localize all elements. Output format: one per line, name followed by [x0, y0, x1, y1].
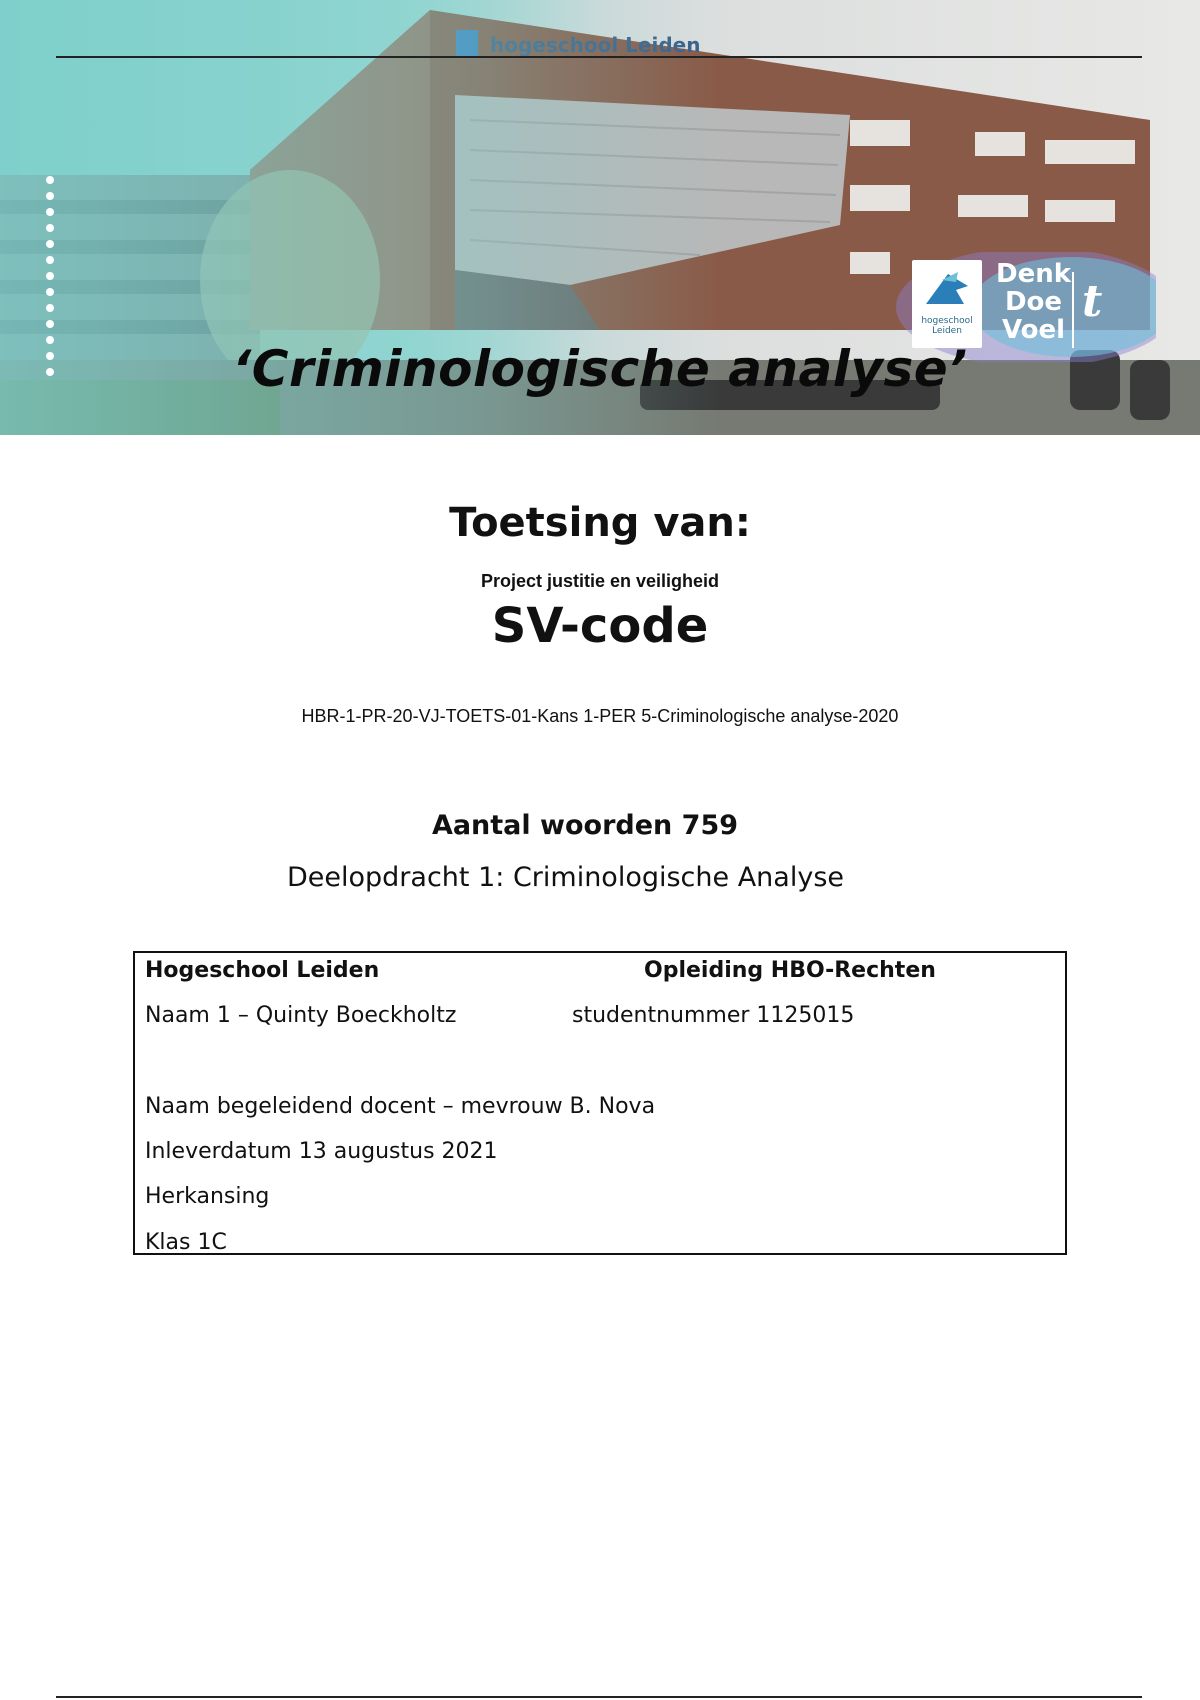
cover-heading: Toetsing van: — [449, 500, 751, 546]
resit-status: Herkansing — [145, 1184, 270, 1209]
student-name: Naam 1 – Quinty Boeckholtz — [145, 1003, 457, 1028]
bird-icon — [912, 260, 982, 316]
assessment-code: HBR-1-PR-20-VJ-TOETS-01-Kans 1-PER 5-Criminologische analyse-2020 — [301, 706, 899, 726]
class-name: Klas 1C — [145, 1230, 227, 1255]
project-name: Project justitie en veiligheid — [480, 571, 720, 591]
student-info-box — [133, 951, 1067, 1255]
logo-slogan — [996, 260, 1071, 344]
logo-mark: t — [1082, 276, 1103, 327]
student-number: studentnummer 1125015 — [572, 1003, 855, 1028]
logo-name-line1: hogeschool — [921, 316, 973, 326]
word-count: Aantal woorden 759 — [431, 810, 739, 841]
top-rule — [56, 56, 1142, 58]
school-name: Hogeschool Leiden — [145, 958, 380, 983]
banner-title: ‘Criminologische analyse’ — [232, 340, 968, 398]
logo-separator — [1072, 272, 1074, 348]
bottom-rule — [56, 1696, 1142, 1698]
assignment-subtitle: Deelopdracht 1: Criminologische Analyse — [287, 862, 844, 893]
code-heading: SV-code — [491, 598, 709, 654]
slogan-word: Voel — [1001, 315, 1066, 345]
program-name: Opleiding HBO-Rechten — [644, 958, 936, 983]
teacher-name: Naam begeleidend docent – mevrouw B. Nova — [145, 1094, 656, 1119]
slogan-word: Denk — [996, 259, 1072, 289]
school-logo — [912, 260, 982, 348]
submission-date: Inleverdatum 13 augustus 2021 — [145, 1139, 498, 1164]
logo-name-line2: Leiden — [932, 326, 962, 336]
cover-banner — [0, 0, 1200, 435]
slogan-word: Doe — [1004, 287, 1063, 317]
